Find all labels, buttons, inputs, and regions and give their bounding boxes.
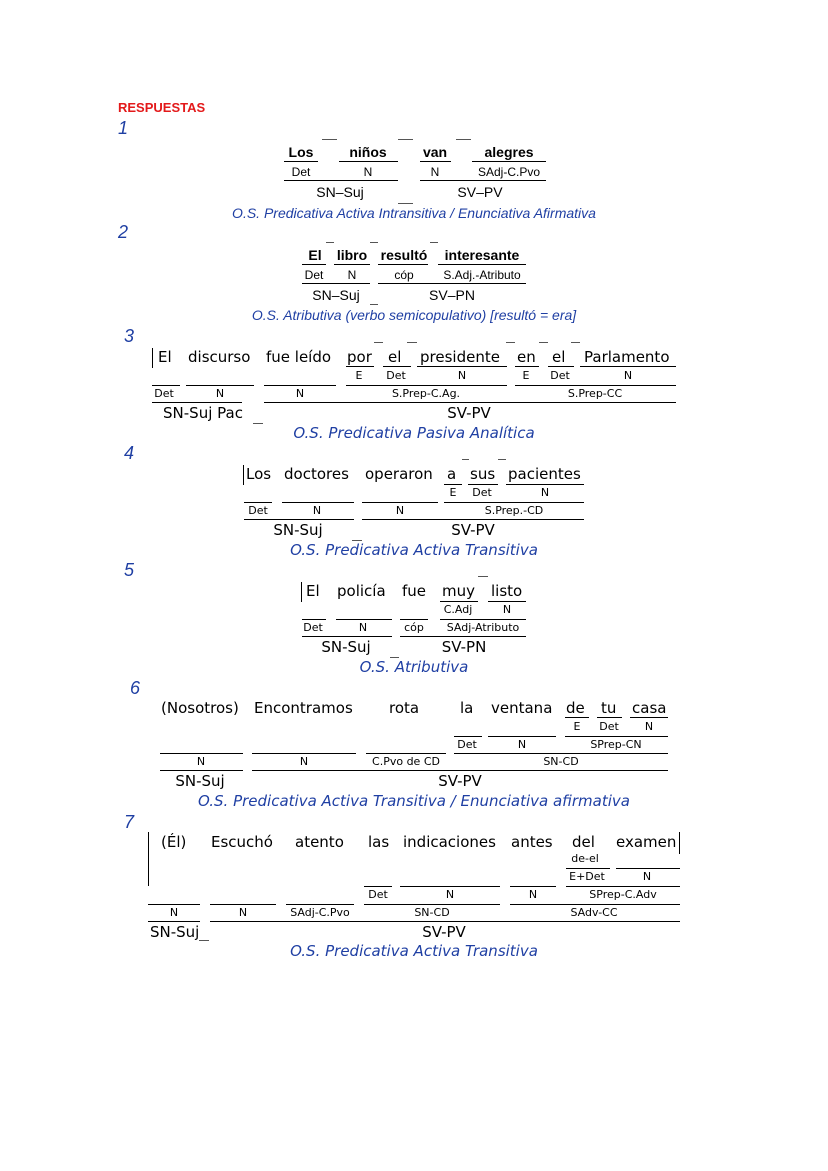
underline bbox=[565, 717, 589, 718]
tag: E bbox=[522, 369, 530, 382]
phrase-label: SN–Suj bbox=[312, 287, 360, 303]
tag: SN-CD bbox=[414, 906, 450, 919]
underline bbox=[364, 904, 500, 905]
word: Parlamento bbox=[584, 348, 670, 366]
word: sus bbox=[470, 465, 496, 483]
underline bbox=[362, 502, 438, 503]
tag: C.Adj bbox=[443, 603, 473, 616]
underline bbox=[152, 402, 242, 403]
tag: E bbox=[573, 720, 581, 733]
word: alegres bbox=[484, 144, 534, 160]
underline bbox=[210, 921, 680, 922]
underline bbox=[284, 180, 398, 181]
classification: O.S. Predicativa Activa Intransitiva / Enunciativa Afirmativa bbox=[232, 205, 596, 221]
dash-mark bbox=[407, 342, 417, 343]
underline bbox=[244, 519, 354, 520]
tag: N bbox=[430, 165, 440, 179]
word: a bbox=[447, 465, 457, 483]
underline bbox=[244, 502, 272, 503]
tag: Det bbox=[386, 369, 406, 382]
underline bbox=[565, 736, 668, 737]
underline bbox=[286, 904, 354, 905]
word: atento bbox=[295, 833, 344, 851]
word: ventana bbox=[491, 699, 553, 717]
underline bbox=[438, 264, 526, 265]
word: van bbox=[422, 144, 448, 160]
tag: N bbox=[540, 486, 550, 499]
tag: N bbox=[196, 755, 206, 768]
tag: N bbox=[215, 387, 225, 400]
underline bbox=[302, 264, 326, 265]
classification: O.S. Predicativa Activa Transitiva / Enunciativa afirmativa bbox=[198, 792, 630, 810]
tag: N bbox=[642, 870, 652, 883]
word: Los bbox=[288, 144, 314, 160]
word: (Nosotros) bbox=[161, 699, 239, 717]
underline bbox=[284, 161, 318, 162]
phrase-label: SV-PV bbox=[438, 772, 482, 790]
dash-mark bbox=[430, 242, 438, 243]
tag: N bbox=[299, 755, 309, 768]
underline bbox=[400, 886, 500, 887]
underline bbox=[264, 385, 336, 386]
dash-mark bbox=[478, 576, 488, 577]
underline bbox=[444, 502, 584, 503]
underline bbox=[378, 283, 526, 284]
underline bbox=[302, 619, 326, 620]
tag: N bbox=[295, 387, 305, 400]
underline bbox=[152, 385, 180, 386]
word: examen bbox=[616, 833, 677, 851]
dash-mark bbox=[498, 459, 506, 460]
page-heading: RESPUESTAS bbox=[118, 100, 206, 115]
word: listo bbox=[491, 582, 523, 600]
bracket-line bbox=[679, 832, 680, 854]
dash-mark bbox=[398, 139, 413, 140]
underline bbox=[339, 161, 398, 162]
underline bbox=[510, 886, 556, 887]
word: el bbox=[388, 348, 402, 366]
underline bbox=[472, 161, 546, 162]
underline bbox=[334, 264, 370, 265]
underline bbox=[346, 385, 507, 386]
underline bbox=[488, 736, 556, 737]
tag: Det bbox=[248, 504, 268, 517]
underline bbox=[400, 636, 526, 637]
tag: N bbox=[347, 268, 357, 282]
underline bbox=[378, 264, 428, 265]
dash-mark bbox=[571, 342, 580, 343]
underline bbox=[616, 868, 680, 869]
dash-mark bbox=[370, 304, 378, 305]
underline bbox=[366, 753, 446, 754]
tag: N bbox=[445, 888, 455, 901]
underline bbox=[362, 519, 584, 520]
tag: SN-CD bbox=[543, 755, 579, 768]
underline bbox=[566, 868, 610, 869]
word: operaron bbox=[365, 465, 433, 483]
bracket-line bbox=[243, 465, 244, 485]
phrase-label: SN-Suj bbox=[321, 638, 371, 656]
underline bbox=[597, 717, 622, 718]
phrase-label: SV-PV bbox=[451, 521, 495, 539]
word: las bbox=[368, 833, 390, 851]
phrase-label: SN-Suj bbox=[175, 772, 225, 790]
word: muy bbox=[442, 582, 475, 600]
tag: N bbox=[169, 906, 179, 919]
word: rota bbox=[389, 699, 420, 717]
classification: O.S. Atributiva bbox=[359, 658, 469, 676]
underline bbox=[186, 385, 254, 386]
phrase-label: SV-PV bbox=[447, 404, 491, 422]
phrase-label: SV–PN bbox=[429, 287, 475, 303]
word: de bbox=[566, 699, 585, 717]
dash-mark bbox=[462, 459, 469, 460]
underline bbox=[282, 502, 354, 503]
underline bbox=[364, 886, 392, 887]
tag: Det bbox=[472, 486, 492, 499]
underline bbox=[383, 366, 411, 367]
tag: Det bbox=[599, 720, 619, 733]
word: interesante bbox=[444, 247, 520, 263]
underline bbox=[148, 921, 200, 922]
underline bbox=[566, 886, 680, 887]
dash-mark bbox=[456, 139, 471, 140]
tag: S.Prep.-CD bbox=[484, 504, 544, 517]
dash-mark bbox=[370, 242, 378, 243]
classification: O.S. Predicativa Activa Transitiva bbox=[290, 942, 538, 960]
tag: C.Pvo de CD bbox=[372, 755, 440, 768]
tag: S.Prep-CC bbox=[567, 387, 623, 400]
underline bbox=[468, 484, 498, 485]
underline bbox=[302, 283, 370, 284]
exercise-number: 7 bbox=[124, 812, 135, 832]
word: indicaciones bbox=[403, 833, 496, 851]
bracket-line bbox=[152, 348, 153, 368]
contraction-note: de-el bbox=[571, 852, 599, 865]
tag: N bbox=[238, 906, 248, 919]
word: antes bbox=[511, 833, 553, 851]
dash-mark bbox=[199, 940, 209, 941]
word: Escuchó bbox=[211, 833, 273, 851]
tag: E bbox=[449, 486, 457, 499]
underline bbox=[515, 385, 676, 386]
underline bbox=[488, 601, 526, 602]
tag: N bbox=[358, 621, 368, 634]
classification: O.S. Predicativa Pasiva Analítica bbox=[293, 424, 535, 442]
tag: Det bbox=[154, 387, 174, 400]
underline bbox=[420, 161, 451, 162]
underline bbox=[580, 366, 676, 367]
exercise-number: 6 bbox=[130, 678, 141, 698]
underline bbox=[400, 619, 428, 620]
tag: SAdj-Atributo bbox=[446, 621, 520, 634]
word: (Él) bbox=[161, 833, 187, 851]
tag: Det bbox=[303, 621, 323, 634]
word: presidente bbox=[420, 348, 500, 366]
word: Los bbox=[246, 465, 272, 483]
dash-mark bbox=[539, 342, 548, 343]
tag: E bbox=[355, 369, 363, 382]
underline bbox=[264, 402, 676, 403]
exercise-number: 1 bbox=[118, 118, 129, 138]
word: discurso bbox=[188, 348, 251, 366]
underline bbox=[510, 904, 680, 905]
phrase-label: SN-Suj Pac bbox=[163, 404, 243, 422]
dash-mark bbox=[326, 242, 334, 243]
underline bbox=[210, 904, 276, 905]
dash-mark bbox=[398, 203, 413, 204]
dash-mark bbox=[506, 342, 515, 343]
word: en bbox=[517, 348, 536, 366]
underline bbox=[252, 770, 668, 771]
phrase-label: SV–PV bbox=[457, 184, 503, 200]
tag: E+Det bbox=[569, 870, 605, 883]
tag: Det bbox=[291, 165, 311, 179]
word: fue bbox=[402, 582, 427, 600]
tag: N bbox=[312, 504, 322, 517]
phrase-label: SV-PN bbox=[441, 638, 487, 656]
tag: N bbox=[644, 720, 654, 733]
tag: N bbox=[457, 369, 467, 382]
tag: cóp bbox=[404, 621, 424, 634]
underline bbox=[160, 753, 243, 754]
word: El bbox=[308, 247, 322, 263]
tag: SPrep-CN bbox=[590, 738, 642, 751]
phrase-label: SN–Suj bbox=[316, 184, 364, 200]
exercise-number: 2 bbox=[118, 222, 129, 242]
underline bbox=[417, 366, 507, 367]
word: tu bbox=[601, 699, 617, 717]
word: resultó bbox=[380, 247, 428, 263]
tag: N bbox=[502, 603, 512, 616]
bracket-line bbox=[301, 582, 302, 602]
underline bbox=[420, 180, 546, 181]
bracket-line bbox=[148, 832, 149, 886]
underline bbox=[454, 753, 668, 754]
tag: S.Prep-C.Ag. bbox=[391, 387, 461, 400]
underline bbox=[548, 366, 574, 367]
tag: SPrep-C.Adv bbox=[589, 888, 657, 901]
underline bbox=[346, 366, 374, 367]
classification: O.S. Predicativa Activa Transitiva bbox=[290, 541, 538, 559]
tag: SAdv-CC bbox=[570, 906, 618, 919]
underline bbox=[454, 736, 482, 737]
dash-mark bbox=[322, 139, 337, 140]
underline bbox=[515, 366, 539, 367]
phrase-label: SN-Suj bbox=[150, 923, 200, 941]
tag: S.Adj.-Atributo bbox=[443, 268, 521, 282]
underline bbox=[440, 619, 526, 620]
word: casa bbox=[632, 699, 667, 717]
word: El bbox=[158, 348, 172, 366]
exercise-number: 4 bbox=[124, 443, 135, 463]
word: del bbox=[572, 833, 595, 851]
word: por bbox=[347, 348, 372, 366]
word: pacientes bbox=[508, 465, 581, 483]
tag: SAdj-C.Pvo bbox=[477, 165, 541, 179]
tag: Det bbox=[457, 738, 477, 751]
underline bbox=[440, 601, 478, 602]
exercise-number: 5 bbox=[124, 560, 135, 580]
underline bbox=[506, 484, 584, 485]
dash-mark bbox=[374, 342, 383, 343]
dash-mark bbox=[253, 423, 263, 424]
underline bbox=[630, 717, 668, 718]
word: la bbox=[460, 699, 474, 717]
tag: SAdj-C.Pvo bbox=[290, 906, 350, 919]
word: libro bbox=[336, 247, 368, 263]
phrase-label: SN-Suj bbox=[273, 521, 323, 539]
tag: N bbox=[363, 165, 373, 179]
tag: cóp bbox=[394, 268, 414, 282]
underline bbox=[252, 753, 356, 754]
tag: N bbox=[517, 738, 527, 751]
tag: Det bbox=[550, 369, 570, 382]
tag: N bbox=[528, 888, 538, 901]
word: policía bbox=[337, 582, 386, 600]
underline bbox=[302, 636, 392, 637]
underline bbox=[148, 904, 200, 905]
underline bbox=[336, 619, 392, 620]
word: doctores bbox=[284, 465, 349, 483]
tag: Det bbox=[368, 888, 388, 901]
word: fue leído bbox=[266, 348, 332, 366]
tag: N bbox=[395, 504, 405, 517]
classification: O.S. Atributiva (verbo semicopulativo) [resultó = era] bbox=[251, 307, 577, 323]
underline bbox=[160, 770, 243, 771]
exercise-number: 3 bbox=[124, 326, 135, 346]
word: el bbox=[552, 348, 566, 366]
word: El bbox=[306, 582, 320, 600]
phrase-label: SV-PV bbox=[422, 923, 466, 941]
word: niños bbox=[349, 144, 387, 160]
word: Encontramos bbox=[254, 699, 353, 717]
tag: Det bbox=[304, 268, 324, 282]
underline bbox=[444, 484, 462, 485]
tag: N bbox=[623, 369, 633, 382]
